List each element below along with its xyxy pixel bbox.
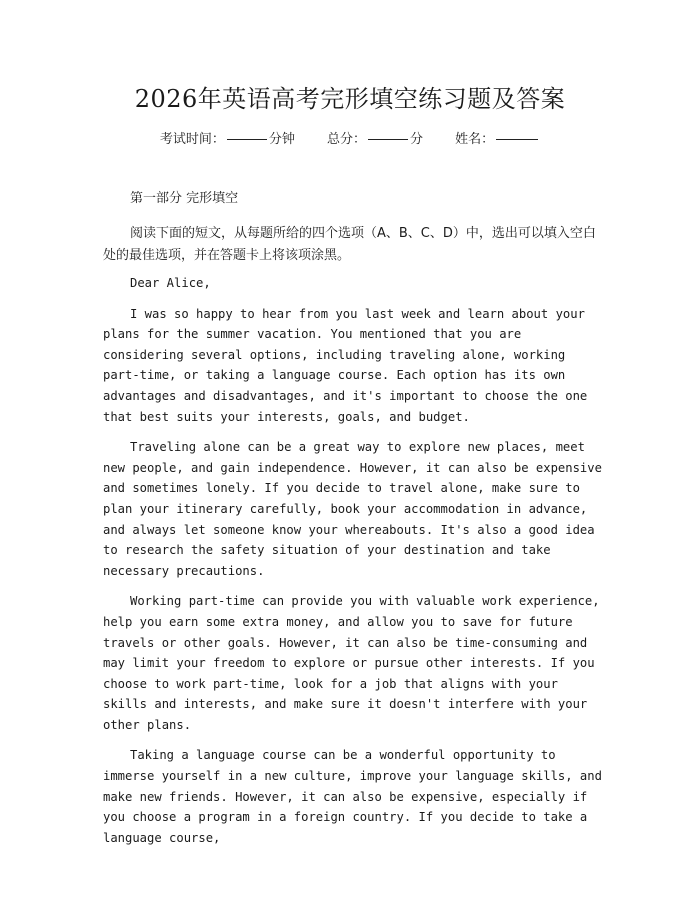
passage-paragraph: I was so happy to hear from you last week and learn about your plans for the summer vacation. You mentioned that you are considering several options, including traveling alone, working part-time, or taking a language course. Each option has its own advantages and disadvantages, and it's important to choose the one that best suits your interests, goals, and budget. [103, 306, 588, 424]
passage-paragraph: Working part-time can provide you with valuable work experience, help you earn some extra money, and allow you to save for future travels or other goals. However, it can also be time-consuming and may limit your freedom to explore or pursue other interests. If you choose to work part-time, look for a job that aligns with your skills and interests, and make sure it doesn't interfere with your other plans. [103, 594, 600, 732]
name-field [455, 130, 540, 150]
passage-body [103, 273, 603, 858]
instructions-paragraph: 阅读下面的短文，从每题所给的四个选项（A、B、C、D）中，选出可以填入空白处的最佳选项，并在答题卡上将该项涂黑。 [103, 226, 596, 263]
total-score-blank [368, 139, 408, 140]
exam-time-field [160, 130, 295, 150]
document-title: 2026年英语高考完形填空练习题及答案 [134, 85, 566, 113]
total-score-unit: 分 [410, 132, 424, 147]
exam-meta-line [0, 130, 700, 150]
name-label: 姓名： [455, 132, 495, 147]
section-heading: 第一部分 完形填空 [130, 191, 239, 206]
passage-paragraph: Traveling alone can be a great way to explore new places, meet new people, and gain independence. However, it can also be expensive and sometimes lonely. If you decide to travel alone, make sure to plan your itinerary carefully, book your accommodation in advance, and always let someone know your whereabouts. It's also a good idea to research the safety situation of your destination and take necessary precautions. [103, 440, 602, 578]
exam-time-blank [227, 139, 267, 140]
passage-salutation: Dear Alice, [130, 276, 211, 290]
name-blank [496, 139, 538, 140]
total-score-field [327, 130, 423, 150]
total-score-label: 总分： [326, 132, 366, 147]
passage-paragraph: Taking a language course can be a wonderful opportunity to immerse yourself in a new culture, improve your language skills, and make new friends. However, it can also be expensive, especially if you choose a program in a foreign country. If you decide to take a language course, [103, 748, 602, 845]
exam-time-unit: 分钟 [268, 132, 295, 147]
exam-time-label: 考试时间： [159, 132, 225, 147]
